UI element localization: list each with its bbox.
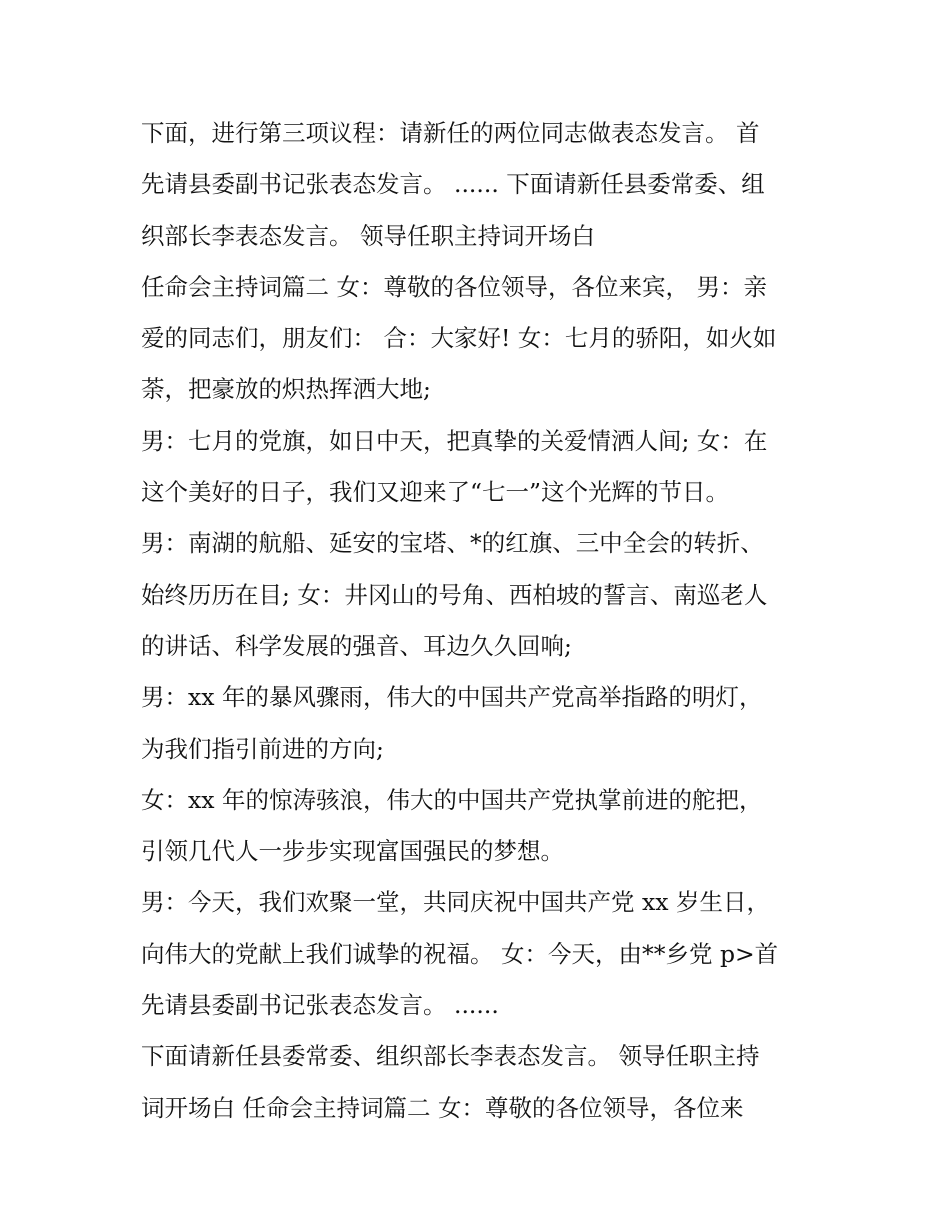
text-line: 始终历历在目; 女：井冈山的号角、西柏坡的誓言、南巡老人 [141,580,768,609]
text-line: 词开场白 任命会主持词篇二 女：尊敬的各位领导，各位来 [141,1093,744,1122]
document-body [141,108,821,1134]
text-line: 荼，把豪放的炽热挥洒大地; [141,375,431,404]
text-line: 织部长李表态发言。 领导任职主持词开场白 [141,221,595,250]
text-line: 先请县委副书记张表态发言。 ...... 下面请新任县委常委、组 [141,170,765,199]
text-line: 男：xx 年的暴风骤雨，伟大的中国共产党高举指路的明灯， [141,683,763,712]
text-line: 这个美好的日子，我们又迎来了“七一”这个光辉的节日。 [141,478,730,507]
text-line: 先请县委副书记张表态发言。 ...... [141,991,499,1020]
text-line: 的讲话、科学发展的强音、耳边久久回响; [141,631,572,660]
text-line: 下面请新任县委常委、组织部长李表态发言。 领导任职主持 [141,1042,760,1071]
text-line: 为我们指引前进的方向; [141,734,384,763]
text-line: 男：今天，我们欢聚一堂，共同庆祝中国共产党 xx 岁生日， [141,888,770,917]
text-line: 爱的同志们，朋友们： 合：大家好! 女：七月的骄阳，如火如 [141,324,777,353]
text-line: 男：南湖的航船、延安的宝塔、*的红旗、三中全会的转折、 [141,529,764,558]
text-line: 向伟大的党献上我们诚挚的祝福。 女：今天，由**乡党 p>首 [141,939,779,968]
text-line: 下面，进行第三项议程：请新任的两位同志做表态发言。 首 [141,119,760,147]
text-line: 男：七月的党旗，如日中天，把真挚的关爱情洒人间; 女：在 [141,426,768,455]
text-line: 任命会主持词篇二 女：尊敬的各位领导，各位来宾， 男：亲 [141,272,767,301]
text-line: 女：xx 年的惊涛骇浪，伟大的中国共产党执掌前进的舵把， [141,785,763,814]
text-line: 引领几代人一步步实现富国强民的梦想。 [141,837,564,866]
